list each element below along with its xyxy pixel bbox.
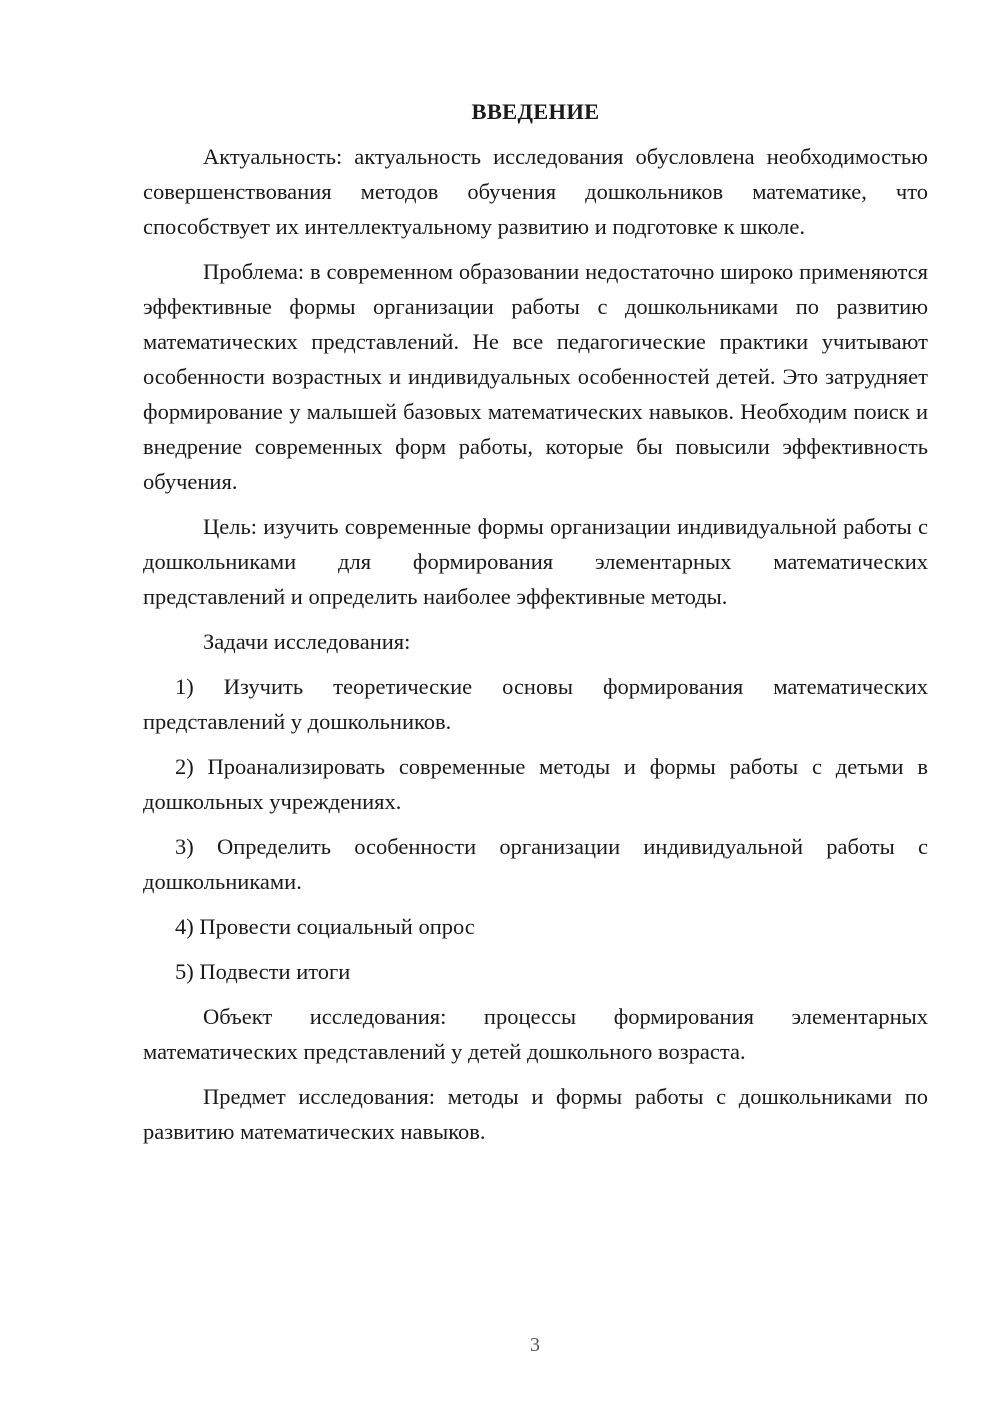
task-item-4: 4) Провести социальный опрос bbox=[175, 914, 475, 939]
paragraph-goal: Цель: изучить современные формы организации индивидуальной работы с дошкольниками для формирования элементарных математических представлений и определить наиболее эффективные методы. bbox=[143, 514, 928, 609]
document-page bbox=[143, 94, 928, 1159]
paragraph-object: Объект исследования: процессы формирования элементарных математических представлений у детей дошкольного возраста. bbox=[143, 1004, 928, 1064]
task-item-3: 3) Определить особенности организации индивидуальной работы с дошкольниками. bbox=[143, 834, 928, 894]
task-item-2: 2) Проанализировать современные методы и формы работы с детьми в дошкольных учреждениях. bbox=[143, 754, 928, 814]
paragraph-subject: Предмет исследования: методы и формы работы с дошкольниками по развитию математических навыков. bbox=[143, 1084, 928, 1144]
paragraph-problem: Проблема: в современном образовании недостаточно широко применяются эффективные формы организации работы с дошкольниками по развитию математических представлений. Не все педагогические практики учитывают особенности возрастных и индивидуальных особенностей детей. Это затрудняет формирование у малышей базовых математических навыков. Необходим поиск и внедрение современных форм работы, которые бы повысили эффективность обучения. bbox=[143, 259, 928, 494]
page-number: 3 bbox=[530, 1334, 540, 1356]
paragraph-relevance: Актуальность: актуальность исследования обусловлена необходимостью совершенствования методов обучения дошкольников математике, что способствует их интеллектуальному развитию и подготовке к школе. bbox=[143, 144, 928, 239]
task-item-5: 5) Подвести итоги bbox=[175, 959, 351, 984]
task-item-1: 1) Изучить теоретические основы формирования математических представлений у дошкольников. bbox=[143, 674, 928, 734]
paragraph-tasks-heading: Задачи исследования: bbox=[203, 629, 411, 654]
document-heading: ВВЕДЕНИЕ bbox=[471, 99, 600, 124]
